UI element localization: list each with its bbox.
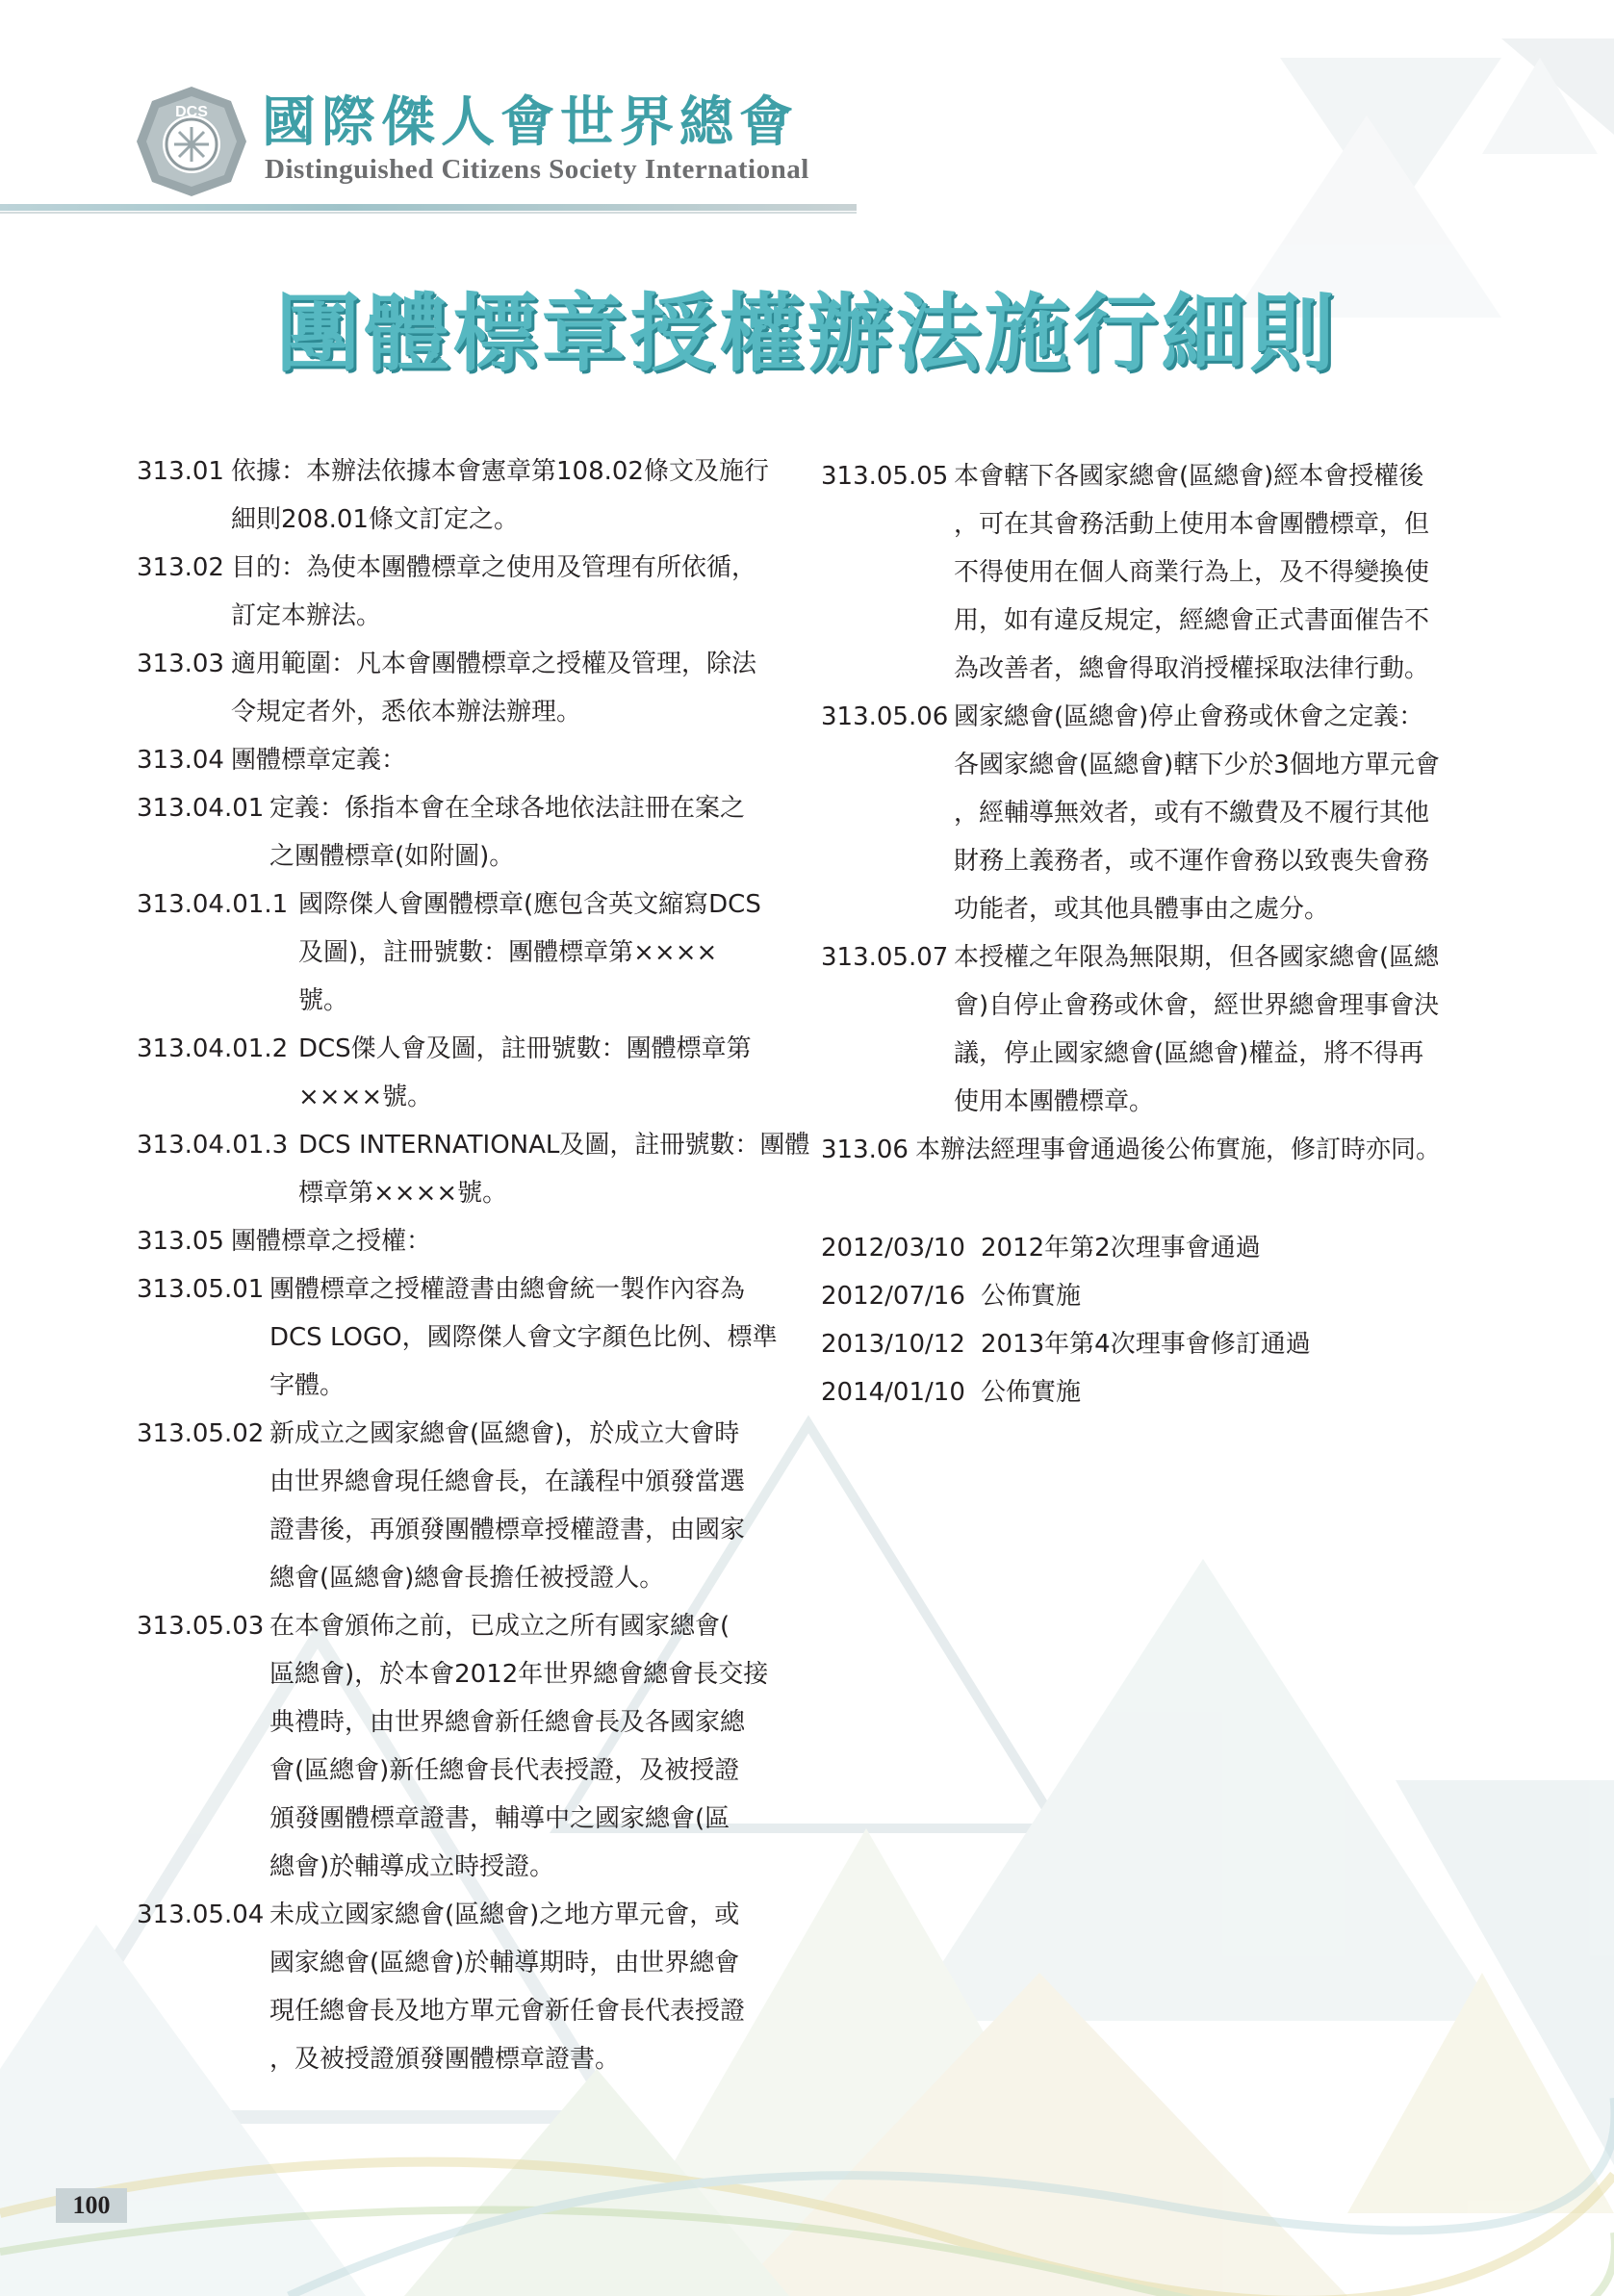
article-line: 本辦法經理事會通過後公佈實施，修訂時亦同。 — [915, 1135, 1442, 1164]
article-line: ，經輔導無效者，或有不繳費及不履行其他 — [954, 799, 1430, 828]
article-line: 令規定者外，悉依本辦法辦理。 — [231, 698, 582, 727]
article-line: 會(區總會)新任總會長代表授證，及被授證 — [269, 1756, 740, 1785]
article-item — [137, 1410, 810, 1602]
history-event: 公佈實施 — [981, 1378, 1082, 1407]
article-line: 由世界總會現任總會長，在議程中頒發當選 — [269, 1467, 746, 1496]
article-line: 之團體標章(如附圖)。 — [269, 842, 515, 871]
page-header — [0, 0, 1614, 221]
article-number: 313.04.01.3 — [137, 1131, 289, 1160]
article-line: 區總會)，於本會2012年世界總會總會長交接 — [269, 1660, 769, 1689]
article-number: 313.04.01 — [137, 794, 265, 823]
article-line: 各國家總會(區總會)轄下少於3個地方單元會 — [954, 751, 1440, 779]
article-line: 不得使用在個人商業行為上，及不得變換使 — [954, 558, 1430, 587]
article-text — [954, 452, 1495, 693]
article-line: ，可在其會務活動上使用本會團體標章，但 — [954, 510, 1430, 539]
history-event: 2013年第4次理事會修訂通過 — [981, 1330, 1311, 1359]
article-item — [137, 640, 810, 736]
article-text — [954, 693, 1495, 933]
article-item — [821, 693, 1495, 933]
article-text — [269, 1410, 810, 1602]
article-line: 國家總會(區總會)於輔導期時，由世界總會 — [269, 1949, 740, 1977]
article-number: 313.05 — [137, 1227, 224, 1256]
history-event: 公佈實施 — [981, 1282, 1082, 1311]
article-line: 標章第××××號。 — [298, 1179, 508, 1208]
article-item — [137, 447, 810, 544]
article-number: 313.04.01.1 — [137, 890, 289, 919]
article-line: 財務上義務者，或不運作會務以致喪失會務 — [954, 847, 1430, 876]
article-line: 會)自停止會務或休會，經世界總會理事會決 — [954, 991, 1440, 1020]
article-text — [231, 544, 810, 640]
article-line: 功能者，或其他具體事由之處分。 — [954, 895, 1330, 924]
article-number: 313.02 — [137, 553, 224, 582]
org-name-english: Distinguished Citizens Society International — [265, 154, 809, 185]
article-number: 313.05.07 — [821, 943, 949, 972]
article-number: 313.05.04 — [137, 1901, 265, 1929]
article-line: 頒發團體標章證書，輔導中之國家總會(區 — [269, 1804, 730, 1833]
article-text — [298, 880, 810, 1025]
article-item — [137, 736, 810, 784]
article-line: 國家總會(區總會)停止會務或休會之定義： — [954, 702, 1424, 731]
article-line: 團體標章之授權： — [231, 1227, 432, 1256]
article-number: 313.06 — [821, 1135, 909, 1164]
article-text — [269, 1602, 810, 1891]
article-text — [298, 1121, 810, 1217]
article-line: 本授權之年限為無限期，但各國家總會(區總 — [954, 943, 1440, 972]
history-event: 2012年第2次理事會通過 — [981, 1234, 1261, 1263]
history-date: 2012/07/16 — [821, 1282, 965, 1311]
history-row — [821, 1272, 1495, 1320]
article-text — [231, 1217, 810, 1265]
article-line: 總會(區總會)總會長擔任被授證人。 — [269, 1564, 665, 1593]
article-number: 313.05.06 — [821, 702, 949, 731]
article-item — [137, 1025, 810, 1121]
article-line: 本會轄下各國家總會(區總會)經本會授權後 — [954, 462, 1424, 491]
article-line: 依據：本辦法依據本會憲章第108.02條文及施行 — [231, 457, 769, 486]
article-line: 細則208.01條文訂定之。 — [231, 505, 519, 534]
article-line: DCS LOGO，國際傑人會文字顏色比例、標準 — [269, 1323, 778, 1352]
revision-history — [821, 1224, 1495, 1416]
article-item — [137, 1891, 810, 2083]
article-item — [137, 784, 810, 880]
article-line: 號。 — [298, 986, 349, 1015]
article-number: 313.03 — [137, 650, 224, 678]
history-date: 2013/10/12 — [821, 1330, 965, 1359]
article-text — [269, 1891, 810, 2083]
article-line: 團體標章之授權證書由總會統一製作內容為 — [269, 1275, 746, 1304]
article-line: 議，停止國家總會(區總會)權益，將不得再 — [954, 1039, 1424, 1068]
article-line: 使用本團體標章。 — [954, 1087, 1155, 1116]
article-text — [269, 1265, 810, 1410]
article-text — [231, 640, 810, 736]
history-row — [821, 1368, 1495, 1416]
article-line: 為改善者，總會得取消授權採取法律行動。 — [954, 654, 1430, 683]
article-number: 313.05.01 — [137, 1275, 265, 1304]
article-text — [231, 447, 810, 544]
history-date: 2014/01/10 — [821, 1378, 965, 1407]
article-item — [137, 1602, 810, 1891]
page-number: 100 — [56, 2188, 127, 2223]
article-line: 證書後，再頒發團體標章授權證書，由國家 — [269, 1516, 746, 1544]
history-date: 2012/03/10 — [821, 1234, 965, 1263]
article-item — [821, 452, 1495, 693]
article-line: 目的：為使本團體標章之使用及管理有所依循， — [231, 553, 757, 582]
article-line: 用，如有違反規定，經總會正式書面催告不 — [954, 606, 1430, 635]
header-rule — [0, 204, 857, 216]
article-item — [137, 544, 810, 640]
history-row — [821, 1320, 1495, 1368]
org-name-chinese: 國際傑人會世界總會 — [262, 90, 799, 154]
article-line: DCS INTERNATIONAL及圖，註冊號數：團體 — [298, 1131, 810, 1160]
article-item — [821, 933, 1495, 1126]
article-line: 現任總會長及地方單元會新任會長代表授證 — [269, 1997, 746, 2026]
article-line: 國際傑人會團體標章(應包含英文縮寫DCS — [298, 890, 761, 919]
right-column — [821, 452, 1495, 1174]
article-item — [821, 1126, 1495, 1174]
article-number: 313.04 — [137, 746, 224, 775]
article-line: 典禮時，由世界總會新任總會長及各國家總 — [269, 1708, 746, 1737]
article-line: ××××號。 — [298, 1083, 433, 1111]
article-text — [231, 736, 810, 784]
article-number: 313.04.01.2 — [137, 1034, 289, 1063]
article-line: 及圖)，註冊號數：團體標章第×××× — [298, 938, 718, 967]
article-line: 未成立國家總會(區總會)之地方單元會，或 — [269, 1901, 740, 1929]
article-line: 適用範圍：凡本會團體標章之授權及管理，除法 — [231, 650, 757, 678]
article-item — [137, 1217, 810, 1265]
article-number: 313.01 — [137, 457, 224, 486]
article-item — [137, 1265, 810, 1410]
article-line: ，及被授證頒發團體標章證書。 — [269, 2045, 621, 2074]
left-column — [137, 447, 810, 2083]
article-line: 總會)於輔導成立時授證。 — [269, 1852, 555, 1881]
article-line: 在本會頒佈之前，已成立之所有國家總會( — [269, 1612, 730, 1641]
article-line: 字體。 — [269, 1371, 346, 1400]
article-text — [298, 1025, 810, 1121]
article-number: 313.05.02 — [137, 1419, 265, 1448]
article-number: 313.05.05 — [821, 462, 949, 491]
article-item — [137, 880, 810, 1025]
history-row — [821, 1224, 1495, 1272]
article-item — [137, 1121, 810, 1217]
dcs-logo-icon — [135, 85, 248, 198]
article-line: DCS傑人會及圖，註冊號數：團體標章第 — [298, 1034, 752, 1063]
article-text — [954, 933, 1495, 1126]
article-text — [915, 1126, 1495, 1174]
article-line: 新成立之國家總會(區總會)，於成立大會時 — [269, 1419, 740, 1448]
article-line: 團體標章定義： — [231, 746, 407, 775]
page-title: 團體標章授權辦法施行細則 — [275, 284, 1339, 383]
article-text — [269, 784, 810, 880]
article-line: 訂定本辦法。 — [231, 601, 382, 630]
article-line: 定義：係指本會在全球各地依法註冊在案之 — [269, 794, 746, 823]
article-number: 313.05.03 — [137, 1612, 265, 1641]
svg-text:DCS: DCS — [175, 104, 208, 120]
